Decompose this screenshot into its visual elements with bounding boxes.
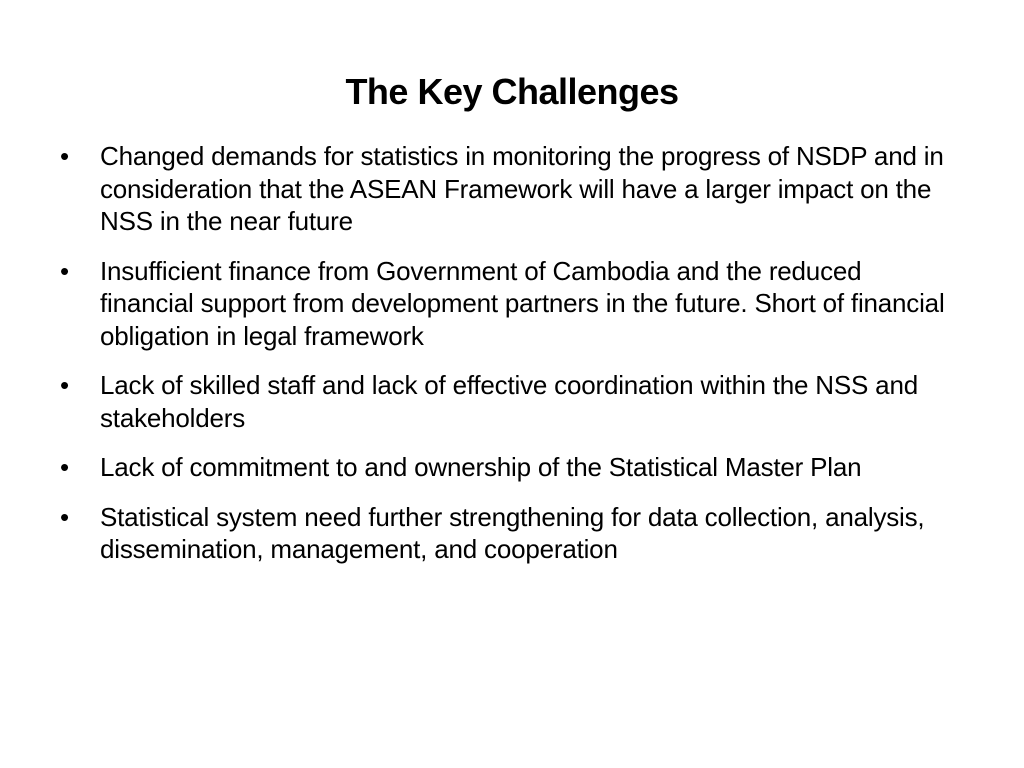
bullet-text: Lack of skilled staff and lack of effective coordination within the NSS and stakeholders xyxy=(100,370,918,433)
bullet-item xyxy=(58,369,958,434)
bullet-text: Insufficient finance from Government of Cambodia and the reduced financial support from development partners in the future. Short of financial obligation in legal framework xyxy=(100,255,945,351)
slide-title: The Key Challenges xyxy=(345,71,679,112)
bullet-item xyxy=(58,451,958,484)
bullet-item xyxy=(58,140,958,238)
bullet-text: Changed demands for statistics in monitoring the progress of NSDP and in consideration that the ASEAN Framework will have a larger impact on the NSS in the near future xyxy=(100,141,944,236)
bullet-icon: • xyxy=(60,255,69,286)
bullet-text: Statistical system need further strengthening for data collection, analysis, dissemination, management, and cooperation xyxy=(100,501,925,564)
bullet-icon: • xyxy=(60,452,69,482)
bullet-icon: • xyxy=(60,370,69,400)
bullet-item xyxy=(58,501,958,566)
bullet-list xyxy=(58,140,958,583)
bullet-icon: • xyxy=(60,501,69,532)
bullet-item xyxy=(58,255,958,353)
bullet-icon: • xyxy=(60,141,69,171)
bullet-text: Lack of commitment to and ownership of the Statistical Master Plan xyxy=(100,452,862,482)
